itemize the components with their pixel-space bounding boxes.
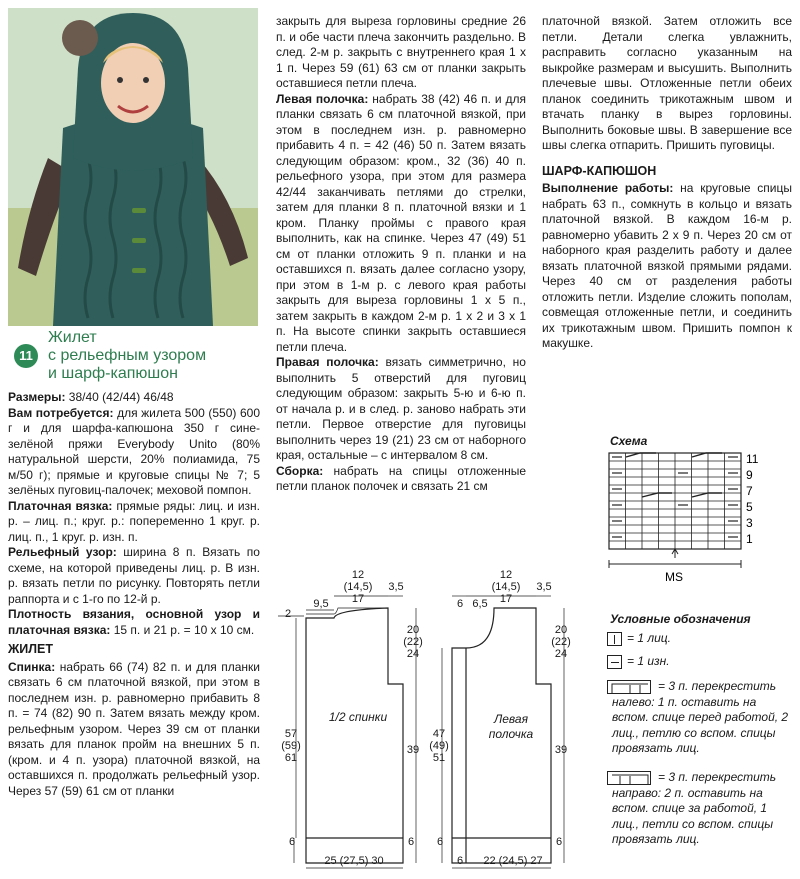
title-block bbox=[8, 326, 258, 388]
back-continued-paragraph: закрыть для выреза горловины средние 26 п. и обе части плеча закончить раздельно. В след. 2-м р. закрыть с внутреннего края 1 х 1 п. Через 59 (61) 63 см от планки закрыть оставшиеся петли плеча. bbox=[276, 14, 526, 90]
needs-paragraph: Вам потребуется: для жилета 500 (550) 600 г и для шарфа-капюшона 350 г сине-зелёной пряжи Everybody Unito (80% натуральной шерсти, 20% полиамида, 75 м/50 г); прямые и круговые спицы № 7; 5 зелёных пуговиц-палочек; меховой помпон. bbox=[8, 405, 260, 497]
photo bbox=[8, 8, 258, 326]
back-left-top: 2 bbox=[284, 608, 292, 620]
front-piece-label: Левая полочка bbox=[488, 712, 534, 741]
relief-paragraph: Рельефный узор: ширина 8 п. Вязать по схеме, на которой приведены лиц. р. В изн. р. вязать петли по рисунку. Повторять петли раппорта и с 1-го по 12-й р. bbox=[8, 545, 260, 606]
left-front-paragraph: Левая полочка: набрать 38 (42) 46 п. и для планки связать 6 см платочной вязкой, при этом в последнем изн. р. равномерно прибавить 4 п. = 42 (46) 50 п. Затем вязать следующим образом: кром., 32 (36) 40 п. рельефного узора, при этом для размера 42/44 заканчивать петлями до стрелки, затем для планки 8 п. платочной вязки и 1 кром. Планку проймы с правого края выполнить, как на спинке. Через 47 (49) 51 см от планки отложить 9 п. планки и на оставшихся п. вязать далее согласно узору, при этом в 1-м р. с левого края работы закрыть для выреза горловины 1 х 5 п., затем закрыть в каждом 2-м р. 1 х 2 и 3 х 1 п. На высоте спинки закрыть оставшиеся петли плеча. bbox=[276, 91, 526, 354]
title-line: и шарф-капюшон bbox=[48, 365, 178, 382]
purl-symbol bbox=[607, 655, 622, 669]
schema-chart bbox=[606, 450, 796, 590]
back-armhole-height: 20 (22) 24 bbox=[403, 624, 423, 660]
back-piece-label: 1/2 спинки bbox=[328, 710, 388, 724]
row-number: 1 bbox=[746, 532, 753, 546]
title-line: Жилет bbox=[48, 329, 97, 346]
front-border-left: 6 bbox=[436, 836, 444, 848]
legend-cross-right: = 3 п. перекрестить направо: 2 п. оставить на вспом. спице за работой, 1 лиц., петли со вспом. спицы провязать лиц. bbox=[612, 770, 777, 846]
scarf-header: ШАРФ-КАПЮШОН bbox=[542, 163, 657, 178]
back-outline bbox=[306, 608, 403, 863]
right-front-paragraph: Правая полочка: вязать симметрично, но выполнить 5 отверстий для пуговиц следующим образом: закрыть 5-ю и 6-ю п. от начала р. и в след. р. заново набрать эти петли. Первое отверстие для пуговицы выполнить через 19 (21) 23 см от наборного края, остальные – с интервалом 8 см. bbox=[276, 355, 526, 462]
left-column bbox=[8, 390, 260, 799]
model-photo-illustration bbox=[8, 8, 258, 326]
back-bottom-width: 25 (27,5) 30 bbox=[324, 855, 384, 867]
front-shoulder-width: 3,5 bbox=[536, 581, 552, 593]
back-paragraph: Спинка: набрать 66 (74) 82 п. и для планки связать 6 см платочной вязкой, при этом в последнем изн. р. равномерно прибавить 8 п. = 74 (82) 90 п. Затем вязать между кром. рельефным узором. Через 39 см от планки вязать для планок пройм на внешних 5 п. (кром. и 4 п. узора) платочной вязкой, на оставшихся п. продолжать рельефный узор. Через 57 (59) 61 см от планки bbox=[8, 659, 260, 798]
row-number: 11 bbox=[746, 452, 759, 466]
model-title bbox=[48, 329, 258, 383]
assembly-continued-paragraph: платочной вязкой. Затем отложить все петли. Детали слегка увлажнить, расправить согласно указанным на выкройке размерам и высушить. Выполнить плечевые швы. Отложенные петли обеих планок соединить трикотажным швом и втачать планку в вырез горловины. Выполнить боковые швы. В завершение все швы слегка отпарить. Пришить пуговицы. bbox=[542, 14, 792, 152]
front-band-width: 6 bbox=[456, 598, 464, 610]
legend-purl: = 1 изн. bbox=[627, 654, 670, 668]
title-line: с рельефным узором bbox=[48, 347, 207, 364]
legend-knit: = 1 лиц. bbox=[627, 631, 671, 645]
back-shoulder-width: 3,5 bbox=[388, 581, 404, 593]
back-border-left: 6 bbox=[288, 836, 296, 848]
front-armhole-height: 20 (22) 24 bbox=[551, 624, 571, 660]
back-total-height: 57 (59) 61 bbox=[281, 728, 301, 764]
back-neck-width: 12 (14,5) 17 bbox=[343, 569, 373, 605]
back-top-left: 9,5 bbox=[313, 598, 329, 610]
row-number: 9 bbox=[746, 468, 753, 482]
sizes-paragraph: Размеры: 38/40 (42/44) 46/48 bbox=[8, 390, 174, 404]
front-total-height: 47 (49) 51 bbox=[429, 728, 449, 764]
assembly-paragraph: Сборка: набрать на спицы отложенные петли планок полочек и связать 21 см bbox=[276, 463, 526, 493]
front-side-height: 39 bbox=[554, 744, 568, 756]
knit-symbol bbox=[607, 632, 622, 646]
front-neck-depth: 6,5 bbox=[472, 598, 488, 610]
vest-header: ЖИЛЕТ bbox=[8, 642, 54, 656]
front-border-right: 6 bbox=[555, 836, 563, 848]
back-border-right: 6 bbox=[407, 836, 415, 848]
middle-column bbox=[276, 14, 526, 495]
density-paragraph: Плотность вязания, основной узор и платочная вязка: 15 п. и 21 р. = 10 х 10 см. bbox=[8, 607, 260, 637]
garter-paragraph: Платочная вязка: прямые ряды: лиц. и изн. р. – лиц. п.; круг. р.: попеременно 1 круг. р. лиц. п., 1 круг. р. изн. п. bbox=[8, 498, 260, 544]
front-bottom-width: 22 (24,5) 27 bbox=[483, 855, 543, 867]
front-band-bottom: 6 bbox=[456, 855, 464, 867]
right-column bbox=[542, 14, 792, 352]
front-neck-width: 12 (14,5) 17 bbox=[491, 569, 521, 605]
legend-title: Условные обозначения bbox=[610, 612, 751, 626]
back-side-height: 39 bbox=[406, 744, 420, 756]
schema-title: Схема bbox=[610, 434, 648, 448]
legend-cross-left: = 3 п. перекрестить налево: 1 п. оставить на вспом. спице перед работой, 2 лиц., петлю со вспом. спицы провязать лиц. bbox=[612, 679, 789, 755]
row-number: 5 bbox=[746, 500, 753, 514]
scarf-paragraph: Выполнение работы: на круговые спицы набрать 63 п., сомкнуть в кольцо и вязать платочной вязкой. В каждом 16-м р. равномерно убавить 2 х 9 п. Через 20 см от наборного края разделить работу и далее вязать платочной вязкой прямыми рядами. Через 40 см от разделения работы отложить петли. Изделие сложить пополам, совмещая отложенные петли, и соединить их трикотажным швом. Пришить помпон к макушке. bbox=[542, 181, 792, 350]
model-number-badge: 11 bbox=[14, 344, 38, 368]
ms-label: MS bbox=[665, 570, 683, 584]
row-number: 3 bbox=[746, 516, 753, 530]
row-number: 7 bbox=[746, 484, 753, 498]
